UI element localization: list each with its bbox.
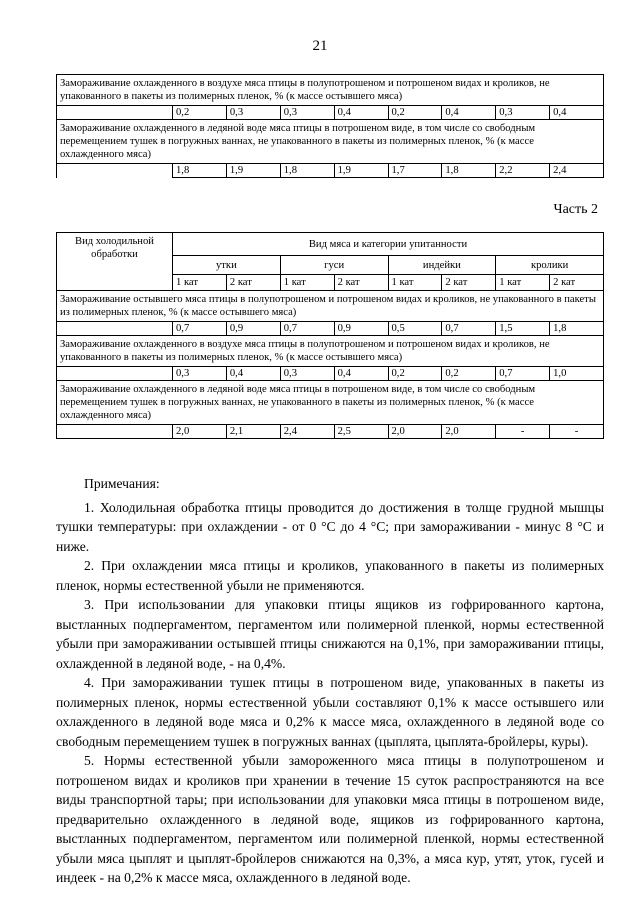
header-category: 1 кат (280, 275, 334, 291)
value-cell: 2,2 (496, 164, 550, 178)
page-number: 21 (312, 38, 328, 54)
table-row (57, 164, 604, 178)
table-row (57, 336, 604, 367)
empty-cell (57, 106, 173, 120)
value-cell: 2,4 (280, 425, 334, 439)
value-cell: 0,7 (496, 367, 550, 381)
note-paragraph: 2. При охлаждении мяса птицы и кроликов, упакованного в пакеты из полимерных пленок, нормы естественной убыли не применяются. (56, 558, 604, 593)
header-species: индейки (388, 256, 496, 275)
value-cell: 0,9 (226, 322, 280, 336)
value-cell: 0,3 (496, 106, 550, 120)
value-cell: 1,8 (173, 164, 227, 178)
value-cell: - (496, 425, 550, 439)
header-category: 1 кат (496, 275, 550, 291)
notes-section (56, 474, 604, 888)
value-cell: 0,4 (550, 106, 604, 120)
table-row (57, 322, 604, 336)
value-cell: 0,3 (280, 106, 334, 120)
header-category: 2 кат (226, 275, 280, 291)
value-cell: 0,3 (173, 367, 227, 381)
header-processing-type: Вид холодильной обработки (57, 233, 173, 291)
value-cell: 0,2 (388, 367, 442, 381)
table-row (57, 75, 604, 106)
table-row (57, 291, 604, 322)
table-header-row (57, 233, 604, 256)
value-cell: 0,3 (280, 367, 334, 381)
row-description: Замораживание охлажденного в воздухе мяса птицы в полупотрошеном и потрошеном видах и кроликов, не упакованного в пакеты из полимерных пленок, % (к массе остывшего мяса) (57, 336, 604, 367)
value-cell: 0,3 (226, 106, 280, 120)
empty-cell (57, 322, 173, 336)
table-part2 (56, 232, 604, 439)
value-cell: 1,8 (442, 164, 496, 178)
value-cell: 2,4 (550, 164, 604, 178)
table-row (57, 381, 604, 425)
value-cell: 2,0 (388, 425, 442, 439)
table-row (57, 367, 604, 381)
value-cell: 0,4 (442, 106, 496, 120)
value-cell: 0,4 (226, 367, 280, 381)
note-paragraph: 4. При замораживании тушек птицы в потрошеном виде, упакованных в пакеты из полимерных пленок, нормы естественной убыли составляют 0,1% к массе остывшего или охлажденного в ледяной воде мяса и 0,2% к массе мяса, охлажденного в ледяной воде со свободным перемещением тушек в погружных ваннах (цыплята, цыплята-бройлеры, куры). (56, 675, 604, 749)
value-cell: 1,8 (550, 322, 604, 336)
header-category: 2 кат (442, 275, 496, 291)
value-cell: 1,8 (280, 164, 334, 178)
header-species: кролики (496, 256, 604, 275)
empty-cell (57, 367, 173, 381)
value-cell: 2,1 (226, 425, 280, 439)
header-category: 2 кат (550, 275, 604, 291)
value-cell: 0,7 (173, 322, 227, 336)
value-cell: 0,4 (334, 367, 388, 381)
empty-cell (57, 425, 173, 439)
value-cell: 0,4 (334, 106, 388, 120)
header-category: 2 кат (334, 275, 388, 291)
note-paragraph: 1. Холодильная обработка птицы проводится до достижения в толще грудной мышцы тушки температуры: при охлаждении - от 0 °С до 4 °С; при замораживании - минус 8 °С и ниже. (56, 499, 604, 554)
value-cell: 2,5 (334, 425, 388, 439)
table-row (57, 120, 604, 164)
value-cell: 0,2 (388, 106, 442, 120)
header-category: 1 кат (388, 275, 442, 291)
row-description: Замораживание остывшего мяса птицы в полупотрошеном и потрошеном видах и кроликов, не упакованного в пакеты из полимерных пленок, % (к массе остывшего мяса) (57, 291, 604, 322)
header-species: гуси (280, 256, 388, 275)
header-meat-type: Вид мяса и категории упитанности (173, 233, 604, 256)
row-description: Замораживание охлажденного в воздухе мяса птицы в полупотрошеном и потрошеном видах и кроликов, не упакованного в пакеты из полимерных пленок, % (к массе остывшего мяса) (57, 75, 604, 106)
empty-cell (57, 164, 173, 178)
value-cell: 1,9 (226, 164, 280, 178)
value-cell: 0,5 (388, 322, 442, 336)
value-cell: 0,2 (442, 367, 496, 381)
header-category: 1 кат (173, 275, 227, 291)
part-label: Часть 2 (553, 202, 598, 217)
table-part1 (56, 74, 604, 178)
value-cell: 0,9 (334, 322, 388, 336)
row-description: Замораживание охлажденного в ледяной воде мяса птицы в потрошеном виде, в том числе со свободным перемещением тушек в погружных ваннах, не упакованного в пакеты из полимерных пленок, % (к массе охлажденного мяса) (57, 120, 604, 164)
value-cell: 0,7 (280, 322, 334, 336)
note-paragraph: 5. Нормы естественной убыли замороженного мяса птицы в полупотрошеном и потрошеном видах и кроликов при хранении в течение 15 суток распространяются на все виды транспортной тары; при использовании для упаковки мяса птицы в потрошеном виде, предварительно охлажденного в ледяной воде, ящиков из гофрированного картона, выстланных подпергаментом, пергаментом или полимерной пленкой, нормы естественной убыли мяса цыплят и цыплят-бройлеров снижаются на 0,3%, а мяса кур, утят, уток, гусей и индеек - на 0,2% к массе мяса, охлажденного в ледяной воде. (56, 753, 604, 885)
value-cell: 1,9 (334, 164, 388, 178)
value-cell: 1,7 (388, 164, 442, 178)
table-row (57, 106, 604, 120)
value-cell: 1,0 (550, 367, 604, 381)
row-description: Замораживание охлажденного в ледяной воде мяса птицы в потрошеном виде, в том числе со свободным перемещением тушек в погружных ваннах, не упакованного в пакеты из полимерных пленок, % (к массе охлажденного мяса) (57, 381, 604, 425)
header-species: утки (173, 256, 281, 275)
value-cell: 0,7 (442, 322, 496, 336)
value-cell: 2,0 (173, 425, 227, 439)
value-cell: 0,2 (173, 106, 227, 120)
table-row (57, 425, 604, 439)
value-cell: 2,0 (442, 425, 496, 439)
value-cell: 1,5 (496, 322, 550, 336)
value-cell: - (550, 425, 604, 439)
note-paragraph: 3. При использовании для упаковки птицы ящиков из гофрированного картона, выстланных подпергаментом, пергаментом или полимерной пленкой, нормы естественной убыли при замораживании остывшей птицы снижаются на 0,1%, при замораживании птицы, охлажденной в ледяной воде, - на 0,4%. (56, 597, 604, 671)
notes-title: Примечания: (84, 476, 160, 491)
